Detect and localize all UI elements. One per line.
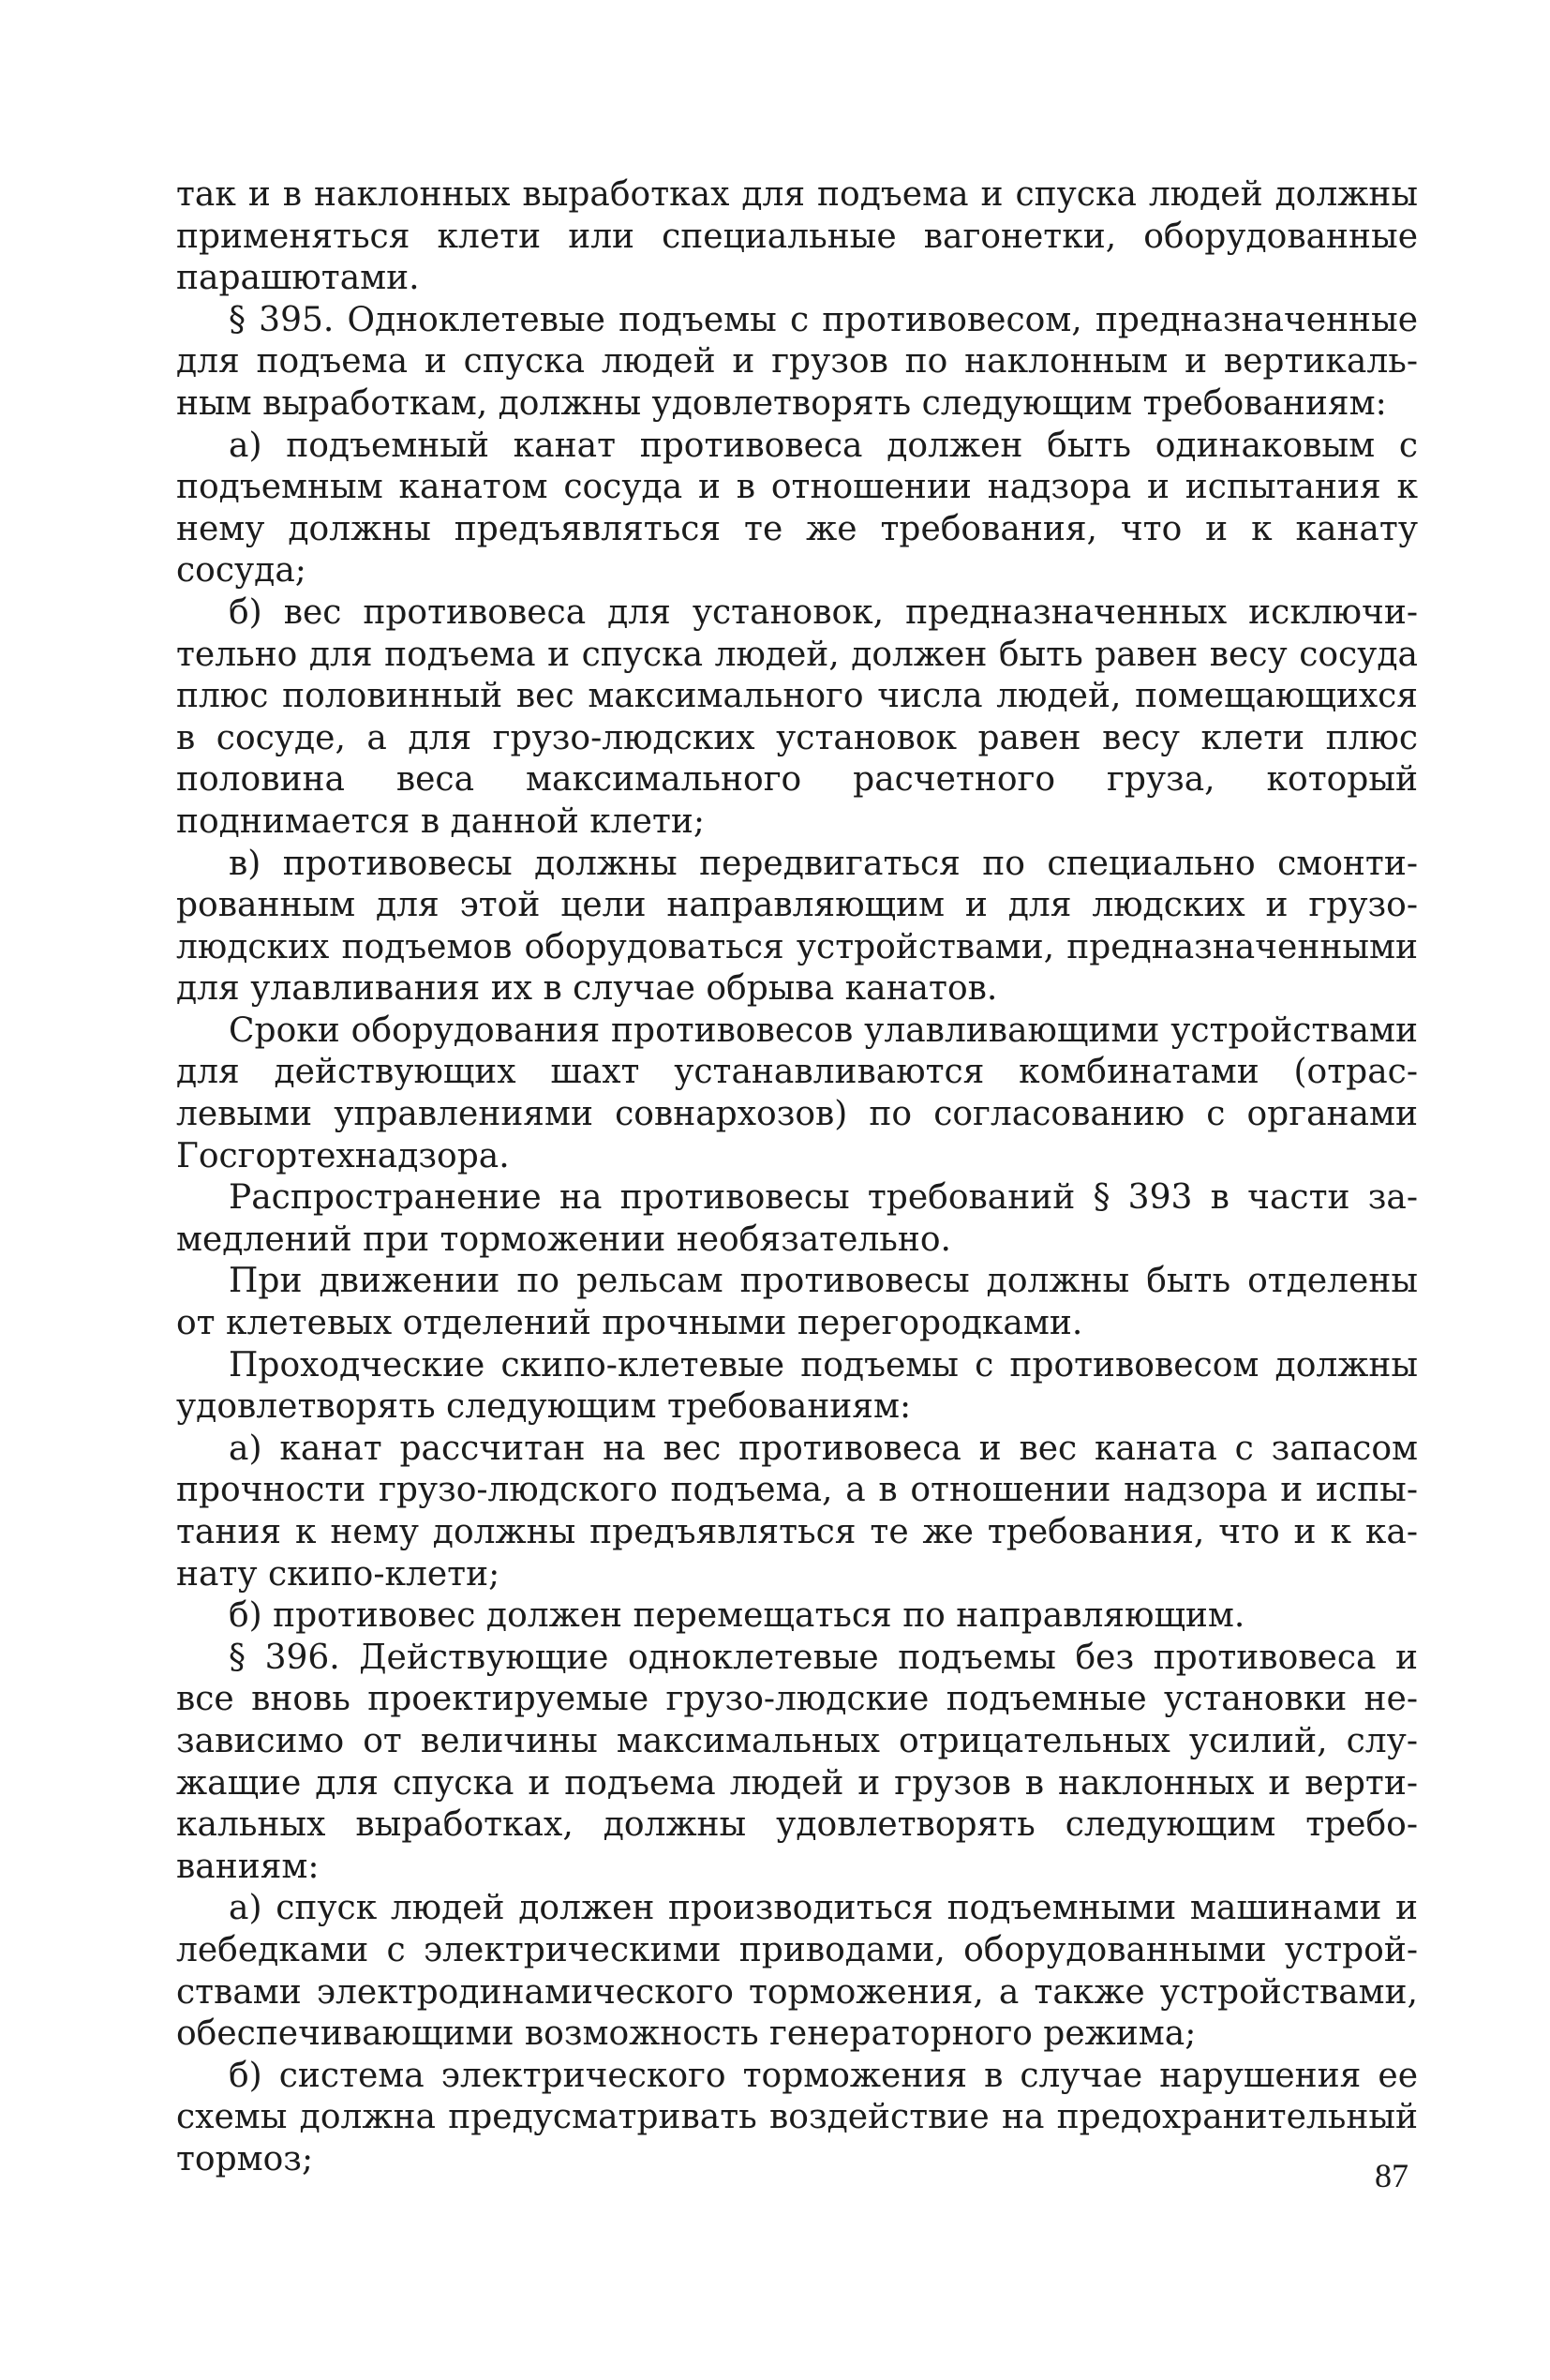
paragraph-item-a: а) подъемный канат противовеса должен быть одинаковым с подъемным канатом сосуда и в отношении надзора и испытания к нему должны предъявляться те же требования, что и к канату сосуда;	[176, 426, 1418, 591]
paragraph-deadlines: Сроки оборудования противовесов улавливающими устройствами для действующих шахт устанавливаются комбинатами (отраслевыми управлениями совнархозов) по согласованию с органами Госгортехнадзора.	[176, 1010, 1418, 1175]
paragraph-section-396: § 396. Действующие одноклетевые подъемы без противовеса и все вновь проектируемые грузо-людские подъемные установки независимо от величины максимальных отрицательных усилий, служащие для спуска и подъема людей и грузов в наклонных и вертикальных выработках, должны удовлетворять следующим требованиям:	[176, 1638, 1418, 1886]
paragraph-396-item-b: б) система электрического торможения в случае нарушения ее схемы должна предусматривать воздействие на предохранительный тормоз;	[176, 2056, 1418, 2178]
paragraph-396-item-a: а) спуск людей должен производиться подъемными машинами и лебедками с электрическими приводами, оборудованными устройствами электродинамического торможения, а также устройствами, обеспечивающими возможность генераторного режима;	[176, 1889, 1418, 2054]
page-number: 87	[1375, 2157, 1408, 2194]
paragraph-item-b: б) вес противовеса для установок, предназначенных исключительно для подъема и спуска людей, должен быть равен весу сосуда плюс половинный вес максимального числа людей, помещающихся в сосуде, а для грузо-людских установок равен весу клети плюс половина веса максимального расчетного груза, который поднимается в данной клети;	[176, 592, 1418, 841]
body-text	[176, 174, 1418, 2181]
paragraph-section-395: § 395. Одноклетевые подъемы с противовесом, предназначенные для подъема и спуска людей и грузов по наклонным и вертикальным выработкам, должны удовлетворять следующим требованиям:	[176, 300, 1418, 423]
paragraph-skip-cage: Проходческие скипо-клетевые подъемы с противовесом должны удовлетворять следующим требованиям:	[176, 1345, 1418, 1427]
paragraph-skip-item-a: а) канат рассчитан на вес противовеса и вес каната с запасом прочности грузо-людского подъема, а в отношении надзора и испытания к нему должны предъявляться те же требования, что и к канату скипо-клети;	[176, 1429, 1418, 1594]
paragraph-continuation: так и в наклонных выработках для подъема и спуска людей должны применяться клети или специальные вагонетки, оборудованные парашютами.	[176, 175, 1418, 298]
paragraph-rails: При движении по рельсам противовесы должны быть отделены от клетевых отделений прочными перегородками.	[176, 1262, 1418, 1343]
paragraph-extension: Распространение на противовесы требований § 393 в части замедлений при торможении необязательно.	[176, 1178, 1418, 1259]
paragraph-skip-item-b: б) противовес должен перемещаться по направляющим.	[229, 1596, 1245, 1636]
paragraph-item-v: в) противовесы должны передвигаться по специально смонтированным для этой цели направляющим и для людских и грузолюдских подъемов оборудоваться устройствами, предназначенными для улавливания их в случае обрыва канатов.	[176, 844, 1418, 1009]
